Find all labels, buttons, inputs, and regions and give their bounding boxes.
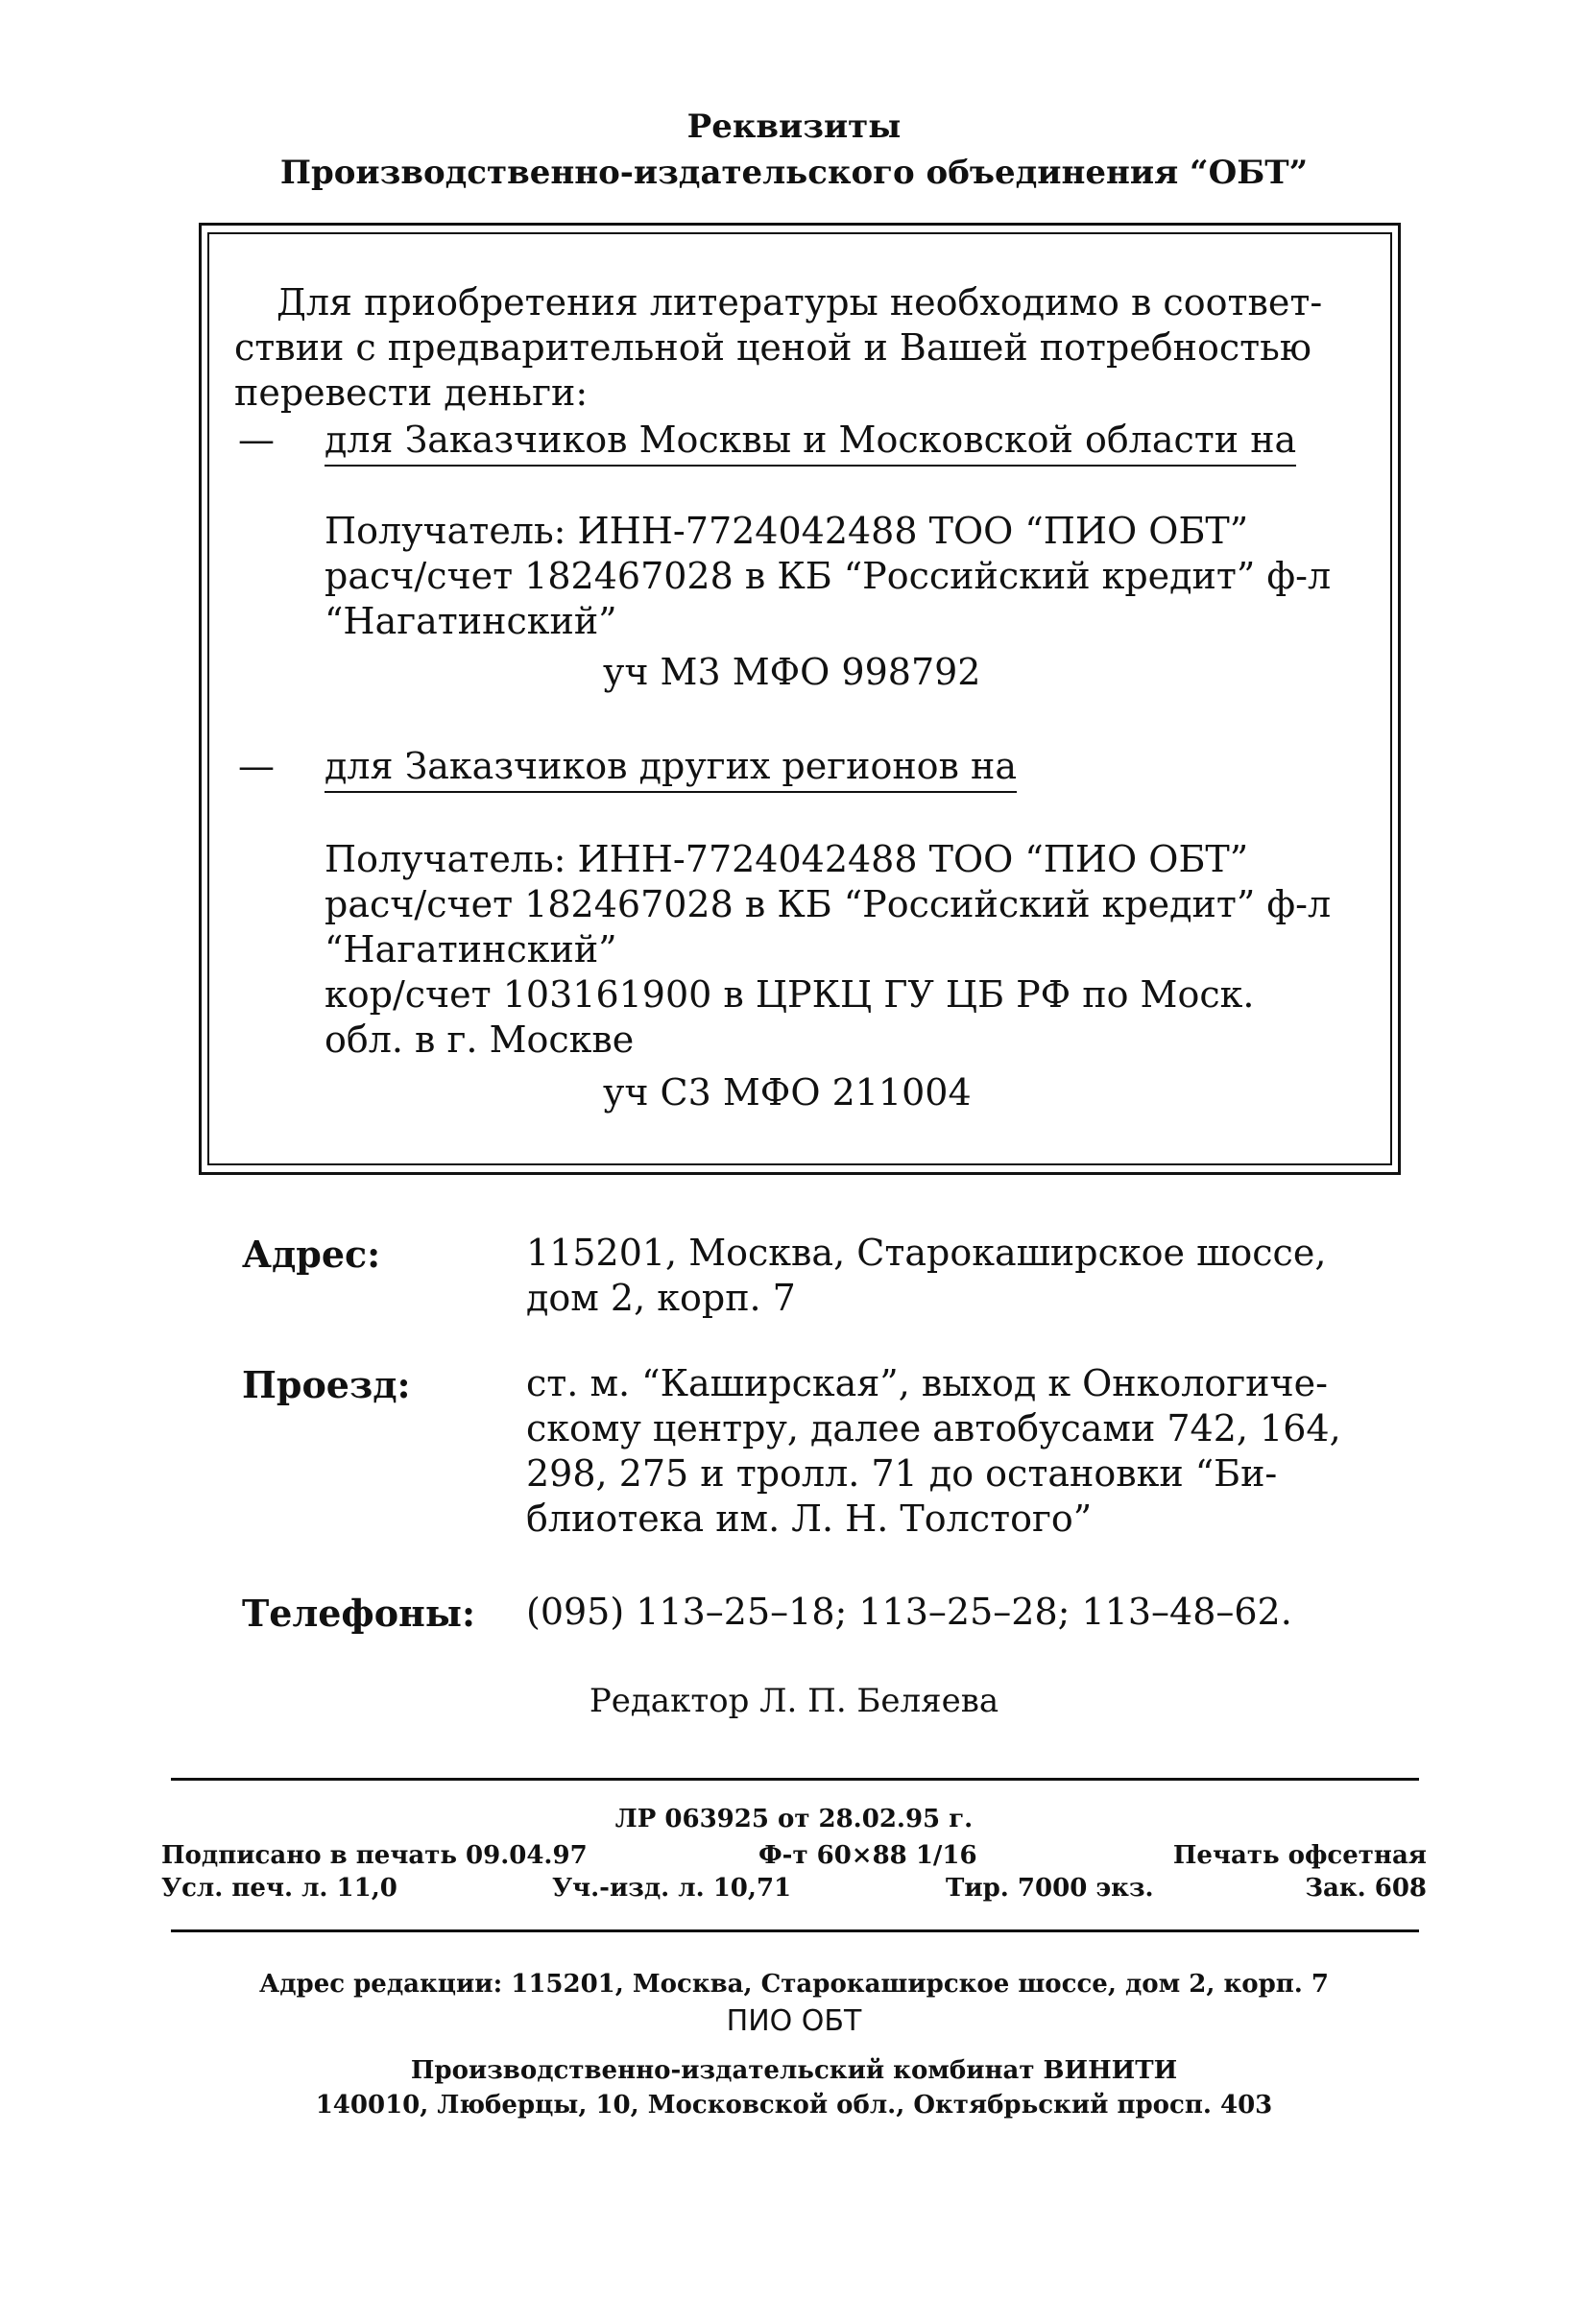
requisites-line: Получатель: ИНН-7724042488 ТОО “ПИО ОБТ”: [325, 838, 1249, 880]
publisher-sheets: Уч.-изд. л. 10,71: [552, 1874, 792, 1903]
signed-for-print: Подписано в печать 09.04.97: [161, 1841, 588, 1870]
route-line: блиотека им. Л. Н. Толстого”: [526, 1497, 1093, 1540]
moscow-heading: [325, 418, 1296, 463]
requisites-line: расч/счет 182467028 в КБ “Российский кредит” ф-л: [325, 883, 1332, 925]
editor-credit: Редактор Л. П. Беляева: [589, 1682, 999, 1720]
moscow-mfo: уч М3 МФО 998792: [603, 651, 981, 693]
intro-line: перевести деньги:: [234, 371, 589, 414]
requisites-line: “Нагатинский”: [325, 928, 617, 970]
printer-address: 140010, Люберцы, 10, Московской обл., Октябрьский просп. 403: [315, 2091, 1273, 2120]
printer-name: Производственно-издательский комбинат ВИНИТИ: [410, 2056, 1178, 2085]
requisites-line: “Нагатинский”: [325, 600, 617, 642]
moscow-requisites: [325, 509, 1331, 644]
order-number: Зак. 608: [1305, 1874, 1427, 1903]
print-type: Печать офсетная: [1172, 1841, 1427, 1870]
phones-label: Телефоны:: [242, 1592, 475, 1635]
address-line: 115201, Москва, Старокаширское шоссе,: [526, 1232, 1327, 1274]
print-run: Тир. 7000 экз.: [946, 1874, 1154, 1903]
regions-requisites: [325, 837, 1331, 1063]
print-sheets: Усл. печ. л. 11,0: [161, 1874, 397, 1903]
paper-format: Ф-т 60×88 1/16: [758, 1841, 977, 1870]
phones-value: (095) 113–25–18; 113–25–28; 113–48–62.: [526, 1591, 1292, 1633]
route-line: скому центру, далее автобусами 742, 164,: [526, 1407, 1341, 1450]
address-line: дом 2, корп. 7: [526, 1277, 796, 1319]
editorial-address: Адрес редакции: 115201, Москва, Старокаширское шоссе, дом 2, корп. 7: [259, 1970, 1329, 1999]
imprint-bottom-rule: [171, 1929, 1419, 1932]
imprint-top-rule: [171, 1778, 1419, 1781]
route-line: ст. м. “Каширская”, выход к Онкологиче-: [526, 1362, 1328, 1404]
intro-line: ствии с предварительной ценой и Вашей потребностью: [234, 326, 1311, 369]
requisites-line: кор/счет 103161900 в ЦРКЦ ГУ ЦБ РФ по Моск.: [325, 973, 1255, 1016]
route-line: 298, 275 и тролл. 71 до остановки “Би-: [526, 1452, 1278, 1495]
requisites-line: Получатель: ИНН-7724042488 ТОО “ПИО ОБТ”: [325, 510, 1249, 552]
intro-paragraph: [234, 280, 1367, 416]
page-subtitle: Производственно-издательского объединения “ОБТ”: [279, 154, 1309, 192]
publisher-org: ПИО ОБТ: [726, 2004, 862, 2038]
dash: —: [238, 419, 275, 461]
address-value: [526, 1231, 1326, 1321]
regions-heading: [325, 744, 1017, 789]
moscow-heading-text: для Заказчиков Москвы и Московской области на: [325, 419, 1296, 467]
address-label: Адрес:: [242, 1233, 381, 1276]
requisites-line: расч/счет 182467028 в КБ “Российский кредит” ф-л: [325, 555, 1332, 597]
license-number: ЛР 063925 от 28.02.95 г.: [614, 1805, 974, 1833]
requisites-line: обл. в г. Москве: [325, 1018, 635, 1061]
regions-heading-text: для Заказчиков других регионов на: [325, 745, 1017, 793]
route-label: Проезд:: [242, 1363, 411, 1406]
route-value: [526, 1361, 1341, 1542]
dash: —: [238, 745, 275, 787]
page-title: Реквизиты: [686, 108, 902, 146]
intro-line: Для приобретения литературы необходимо в соответ-: [277, 281, 1323, 323]
regions-mfo: уч С3 МФО 211004: [603, 1071, 972, 1114]
